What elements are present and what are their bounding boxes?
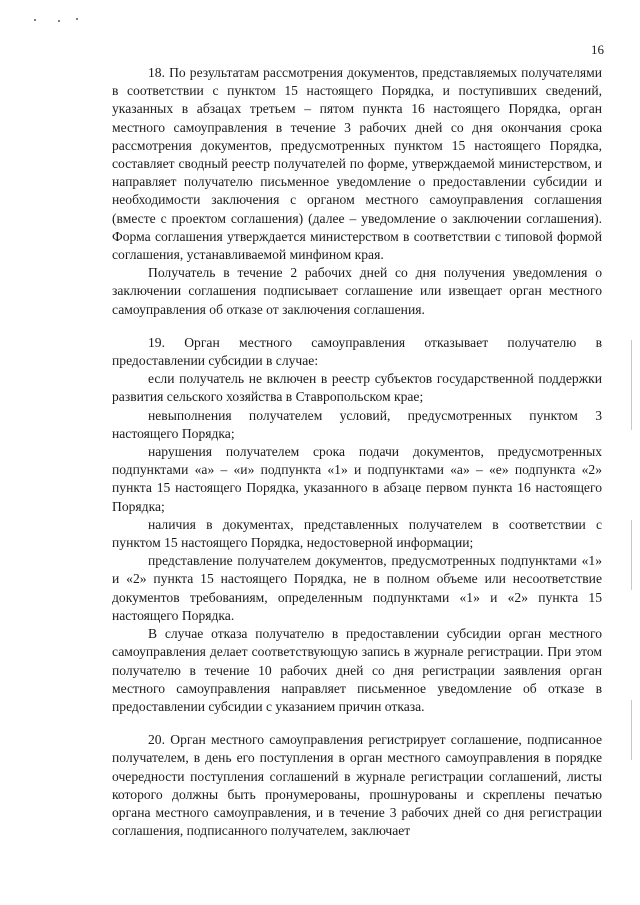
page-number: 16: [591, 42, 604, 57]
paragraph-20: 20. Орган местного самоуправления регистрирует соглашение, подписанное получателем, в день его поступления в орган местного самоуправления в порядке очередности поступления соглашений в журнале регистрации соглашений, листы которого должны быть пронумерованы, прошнурованы и скреплены печатью органа местного самоуправления, и в течение 3 рабочих дней со дня регистрации соглашения, подписанного получателем, заключает: [112, 732, 602, 839]
paragraph-19-item: представление получателем документов, предусмотренных подпунктами «1» и «2» пункта 15 настоящего Порядка, не в полном объеме или несоответствие документов требованиям, определенным подпунктами «1» и «2» пункта 15 настоящего Порядка.: [112, 553, 602, 623]
paragraph-19-item: наличия в документах, представленных получателем в соответствии с пунктом 15 настоящего Порядка, недостоверной информации;: [112, 516, 602, 551]
paragraph-19-item: если получатель не включен в реестр субъектов государственной поддержки развития сельского хозяйства в Ставропольском крае;: [112, 371, 602, 405]
paragraph-19-item: невыполнения получателем условий, предусмотренных пунктом 3 настоящего Порядка;: [112, 407, 602, 441]
scan-speck: [76, 18, 78, 20]
paragraph-19: 19. Орган местного самоуправления отказывает получателю в предоставлении субсидии в случае:: [112, 334, 602, 369]
scan-edge-line: [631, 340, 632, 430]
scan-speck: [34, 19, 36, 21]
paragraph-19-item: нарушения получателем срока подачи документов, предусмотренных подпунктами «а» – «и» подпункта «1» и подпунктами «а» – «е» подпункта «2» пункта 15 настоящего Порядка, указанного в абзаце первом пункта 16 настоящего Порядка;: [112, 444, 602, 514]
paragraph-18-recipient: Получатель в течение 2 рабочих дней со дня получения уведомления о заключении соглашения подписывает соглашение или извещает орган местного самоуправления об отказе от заключения соглашения.: [112, 265, 602, 317]
scan-edge-line: [631, 520, 632, 590]
paragraph-19-refusal: В случае отказа получателю в предоставлении субсидии орган местного самоуправления делает соответствующую запись в журнале регистрации. При этом получателю в течение 10 рабочих дней со дня регистрации заявления орган местного самоуправления направляет письменное уведомление об отказе в предоставлении субсидии с указанием причин отказа.: [112, 626, 602, 714]
scan-edge-line: [631, 700, 632, 760]
document-body: [112, 64, 602, 840]
paragraph-18: 18. По результатам рассмотрения документов, представляемых получателями в соответствии с пунктом 15 настоящего Порядка, и поступивших сведений, указанных в абзацах третьем – пятом пункта 16 настоящего Порядка, орган местного самоуправления в течение 3 рабочих дней со дня окончания срока рассмотрения документов, предусмотренных пунктом 15 настоящего Порядка, составляет сводный реестр получателей по форме, утверждаемой министерством, и направляет получателю письменное уведомление о предоставлении субсидии и необходимости заключения с органом местного самоуправления соглашения (вместе с проектом соглашения) (далее – уведомление о заключении соглашения). Форма соглашения утверждается министерством в соответствии с типовой формой соглашения, устанавливаемой минфином края.: [112, 65, 602, 263]
scan-speck: [58, 20, 60, 22]
